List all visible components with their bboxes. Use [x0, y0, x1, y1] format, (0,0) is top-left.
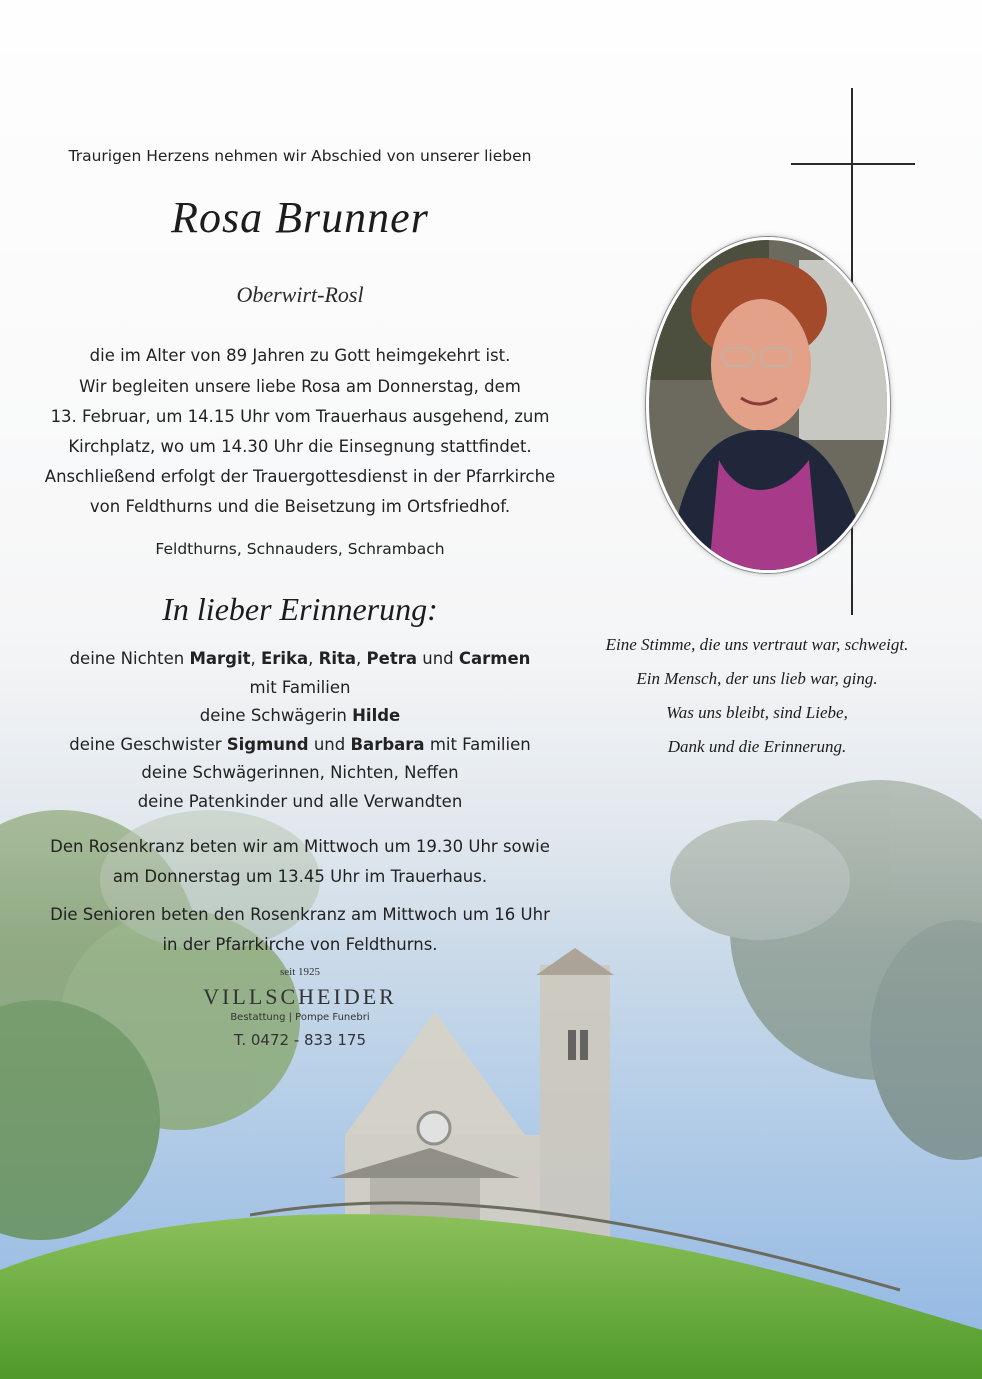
- funeral-home-name: VILLSCHEIDER: [203, 984, 397, 1009]
- details-line: die im Alter von 89 Jahren zu Gott heimgekehrt ist.: [89, 346, 511, 365]
- seniors-info: [0, 900, 600, 960]
- details-line: 13. Februar, um 14.15 Uhr vom Trauerhaus ausgehend, zum: [50, 407, 550, 426]
- others-line-2: deine Patenkinder und alle Verwandten: [137, 791, 463, 811]
- portrait-illustration: [649, 240, 887, 570]
- portrait-photo: [646, 237, 890, 573]
- poem: [592, 630, 922, 762]
- funeral-home-phone: T. 0472 - 833 175: [233, 1031, 367, 1049]
- details-line: von Feldthurns und die Beisetzung im Ortsfriedhof.: [89, 497, 511, 516]
- cross-horizontal-bar: [791, 163, 915, 165]
- sister-in-law-line: deine Schwägerin Hilde: [199, 706, 401, 725]
- deceased-nickname: Oberwirt-Rosl: [236, 282, 364, 307]
- details-line: Kirchplatz, wo um 14.30 Uhr die Einsegnung stattfindet.: [68, 437, 532, 456]
- others-line-1: deine Schwägerinnen, Nichten, Neffen: [141, 763, 459, 782]
- poem-line: Ein Mensch, der uns lieb war, ging.: [636, 669, 878, 688]
- deceased-name: Rosa Brunner: [171, 193, 429, 242]
- details-line: Wir begleiten unsere liebe Rosa am Donnerstag, dem: [79, 377, 521, 396]
- rosary-info: [0, 832, 600, 892]
- poem-line: Dank und die Erinnerung.: [667, 737, 847, 756]
- seniors-line: in der Pfarrkirche von Feldthurns.: [162, 935, 438, 954]
- seniors-line: Die Senioren beten den Rosenkranz am Mittwoch um 16 Uhr: [50, 905, 550, 924]
- funeral-home-since: seit 1925: [279, 966, 321, 978]
- nieces-line: deine Nichten Margit, Erika, Rita, Petra und Carmen: [69, 649, 531, 668]
- rosary-line: Den Rosenkranz beten wir am Mittwoch um 19.30 Uhr sowie: [50, 837, 550, 856]
- remembrance-heading: In lieber Erinnerung:: [162, 591, 438, 627]
- funeral-details: [0, 342, 600, 520]
- funeral-home-subtitle: Bestattung | Pompe Funebri: [230, 1012, 370, 1023]
- places-line: Feldthurns, Schnauders, Schrambach: [155, 540, 445, 558]
- family-list: [0, 645, 600, 816]
- intro-line: Traurigen Herzens nehmen wir Abschied von unserer lieben: [68, 147, 532, 165]
- poem-line: Eine Stimme, die uns vertraut war, schweigt.: [605, 635, 909, 654]
- siblings-line: deine Geschwister Sigmund und Barbara mit Familien: [69, 734, 531, 754]
- rosary-line: am Donnerstag um 13.45 Uhr im Trauerhaus.: [112, 867, 488, 886]
- with-families-line: mit Familien: [249, 677, 351, 697]
- poem-line: Was uns bleibt, sind Liebe,: [666, 703, 848, 722]
- details-line: Anschließend erfolgt der Trauergottesdienst in der Pfarrkirche: [44, 467, 556, 486]
